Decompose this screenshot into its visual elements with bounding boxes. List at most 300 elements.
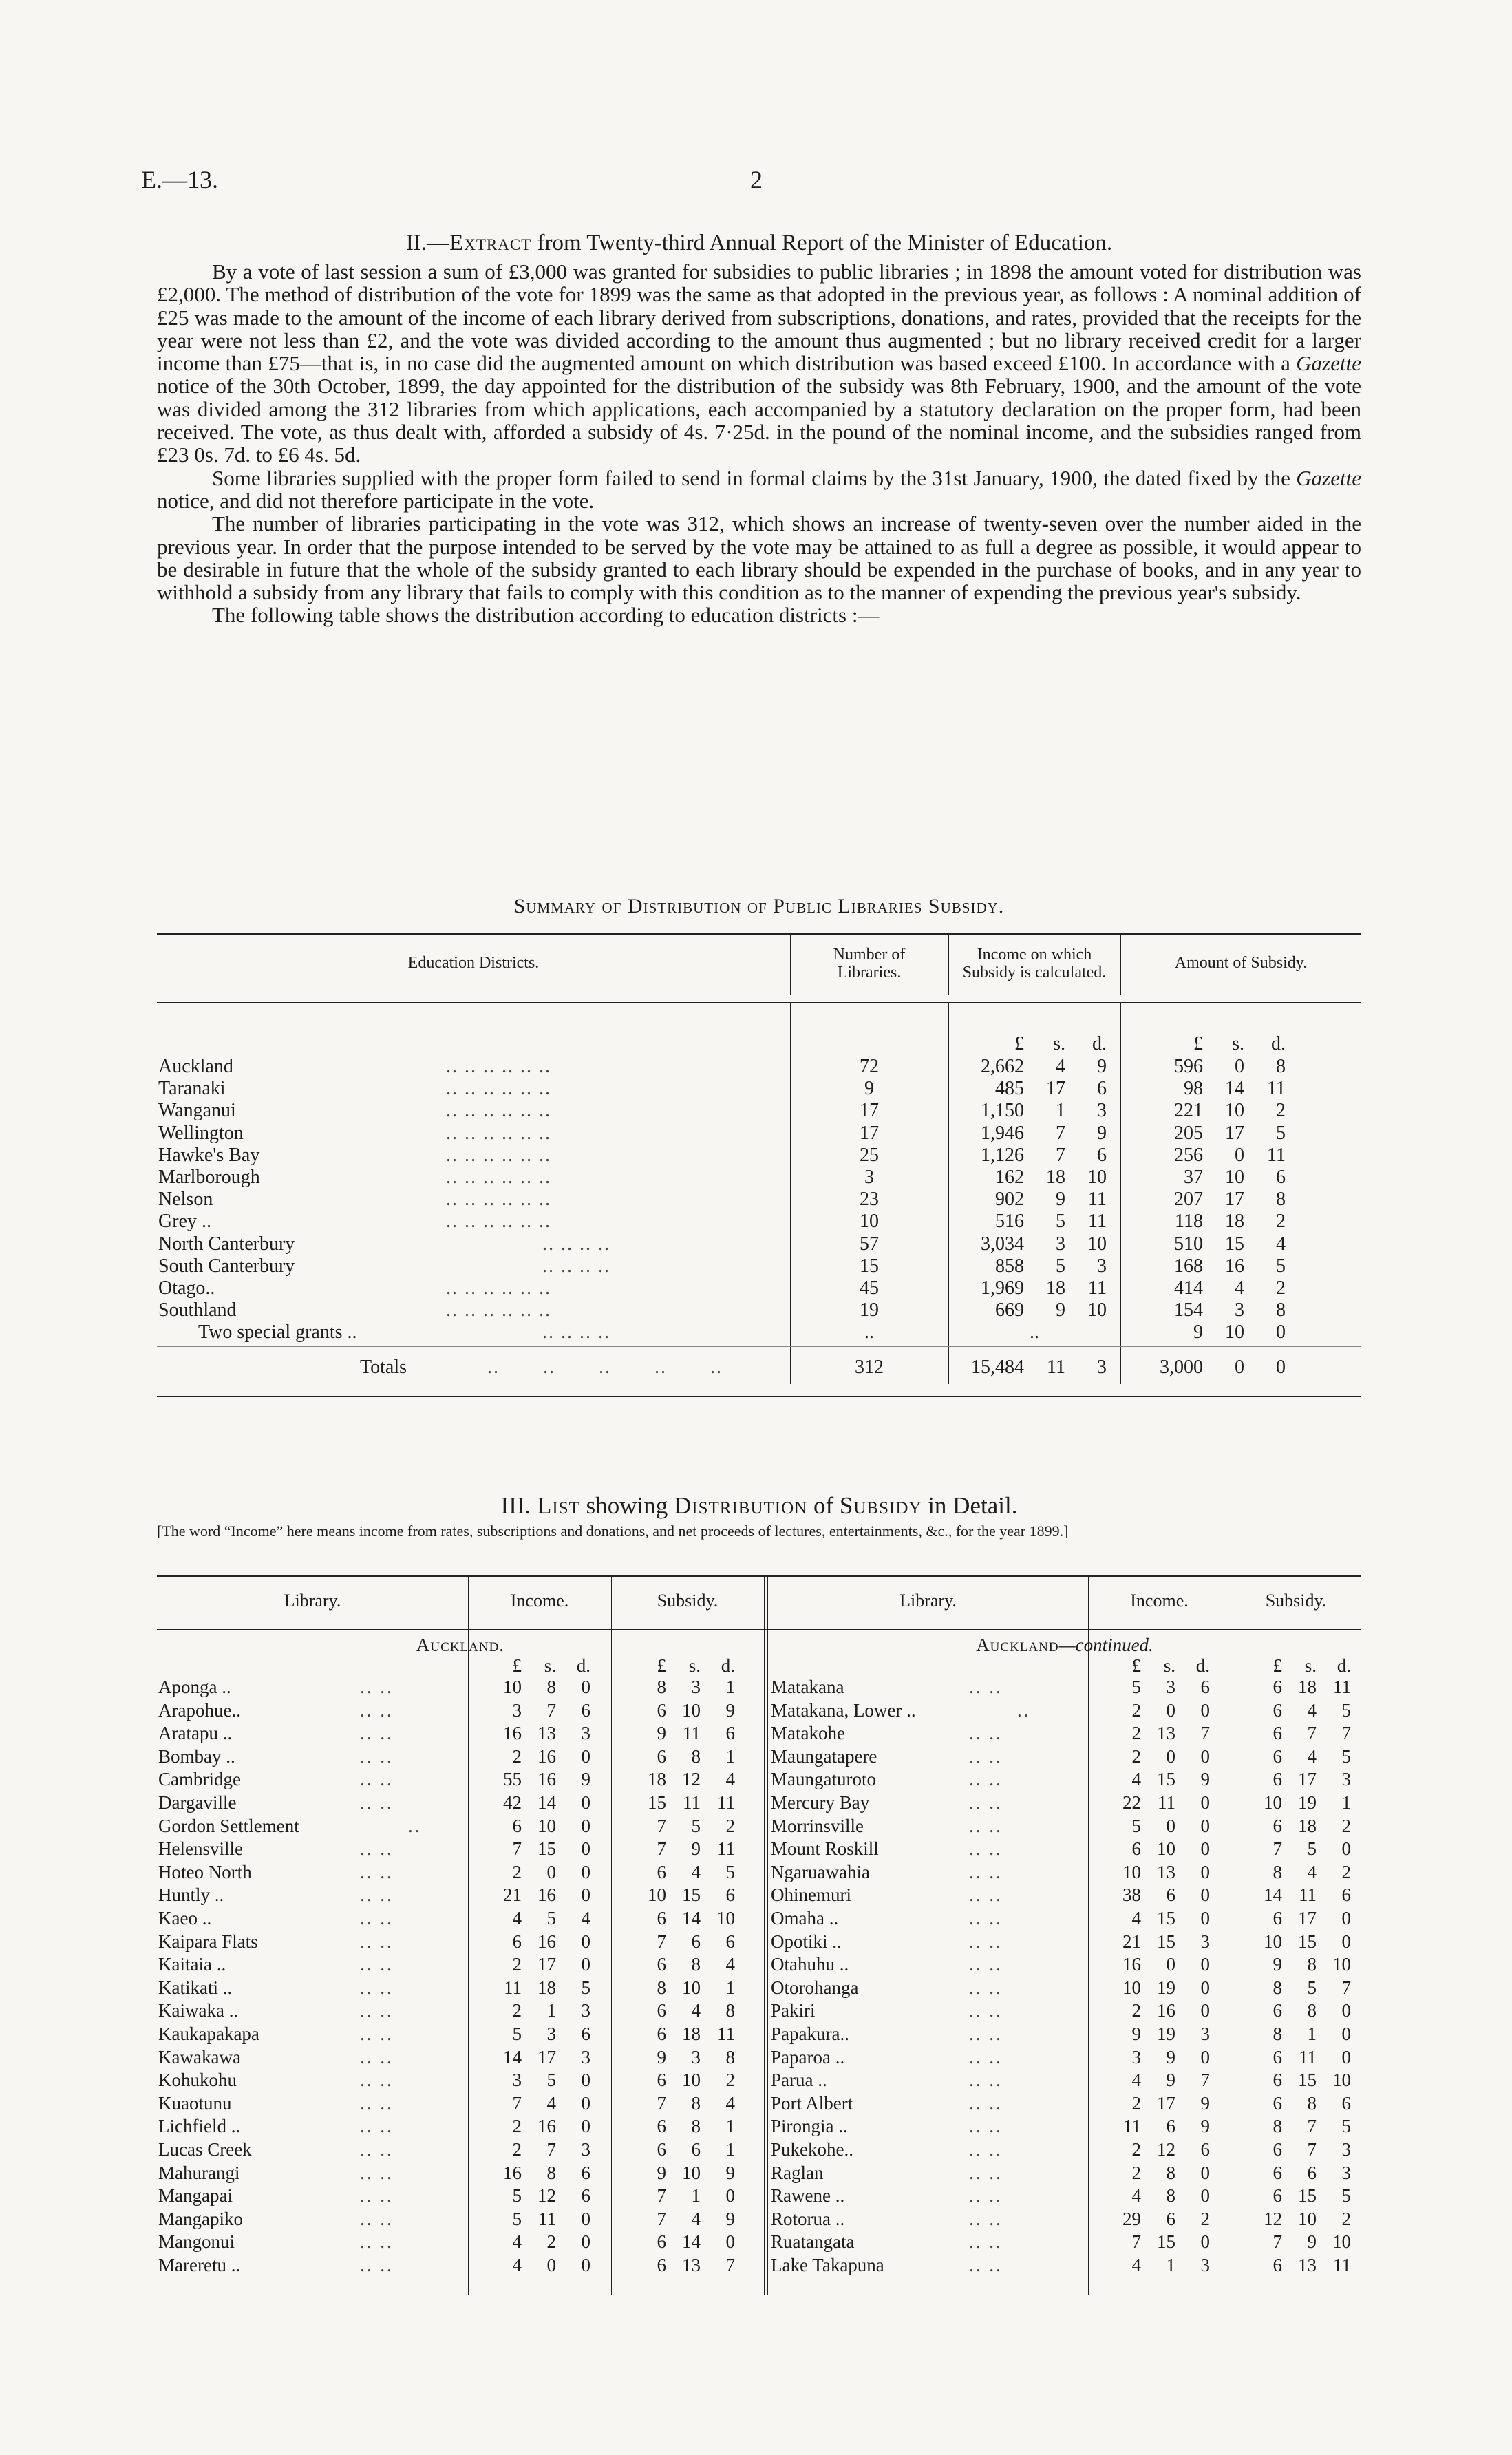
header-library-right: Library. (899, 1591, 957, 1611)
subsidy-shillings: 15 (1298, 2185, 1317, 2207)
subsidy-shillings: 5 (1307, 1977, 1317, 1998)
income-pence: 9 (1200, 2116, 1210, 2137)
library-row (157, 1932, 1361, 1951)
library-name: Mangapiko (158, 2208, 243, 2229)
subsidy-pounds: 6 (657, 2231, 666, 2253)
income-pence: 3 (1200, 2255, 1210, 2275)
library-count: 9 (864, 1078, 874, 1100)
income-pence: 3 (1200, 2023, 1210, 2044)
subsidy-shillings: 7 (1307, 2139, 1317, 2160)
subsidy-pounds: 6 (1273, 2070, 1282, 2091)
subsidy-pence: 3 (1341, 2162, 1351, 2183)
library-name: Ohinemuri (771, 1884, 851, 1906)
library-name: Pirongia .. (771, 2116, 848, 2137)
leader-dots: .. .. (360, 1954, 394, 1975)
subsidy-shillings: 0 (1235, 1144, 1244, 1166)
income-shillings: 0 (1166, 1815, 1175, 1836)
subsidy-pence: 0 (1341, 1908, 1351, 1928)
subsidy-pence: 11 (717, 1838, 735, 1860)
income-pence: 0 (581, 2070, 590, 2091)
subsidy-shillings: 18 (1298, 1677, 1317, 1697)
leader-dots: .. .. .. .. .. .. (446, 1211, 551, 1233)
subsidy-shillings: 8 (1307, 2000, 1317, 2021)
subsidy-pence: 10 (1332, 2070, 1351, 2091)
subsidy-pounds: 6 (657, 1745, 666, 1767)
library-name: Mareretu .. (158, 2255, 241, 2275)
subsidy-pounds: 7 (657, 2185, 666, 2207)
library-name: Hoteo North (158, 1861, 252, 1882)
subsidy-pounds: 6 (1273, 2046, 1282, 2068)
subsidy-pounds: 9 (657, 2162, 666, 2183)
leader-dots: .. .. (360, 1769, 394, 1790)
unit-pence: d. (1092, 1033, 1107, 1054)
income-pounds: 4 (1131, 2070, 1141, 2091)
subsidy-shillings: 11 (683, 1792, 701, 1813)
library-name: Rotorua .. (771, 2208, 845, 2229)
subsidy-pounds: 6 (1273, 1815, 1282, 1836)
leader-dots: .. .. .. .. .. .. (446, 1122, 551, 1144)
income-shillings: 16 (537, 2116, 556, 2137)
income-shillings: 15 (1157, 1769, 1175, 1790)
income-pence: 0 (1200, 1699, 1210, 1721)
income-shillings: 8 (1166, 2162, 1175, 2183)
leader-dots: .. .. (969, 1838, 1003, 1860)
income-pence: 6 (581, 1699, 590, 1721)
library-count: 25 (860, 1144, 879, 1166)
subsidy-shillings: 11 (1299, 1884, 1317, 1906)
income-pence: 3 (1097, 1255, 1107, 1277)
income-pounds: 6 (512, 1931, 522, 1952)
library-row (157, 2163, 1361, 2182)
subsidy-pence: 8 (1276, 1056, 1286, 1077)
district-name: South Canterbury (158, 1255, 295, 1277)
income-pounds: 2 (512, 1745, 522, 1767)
leader-dots: .. (1017, 1699, 1031, 1721)
subsidy-pounds: 15 (648, 1792, 666, 1813)
extract-title: II.—Extract from Twenty-third Annual Report of the Minister of Education. (405, 231, 1113, 255)
summary-totals-rule (157, 1346, 1361, 1347)
leader-dots: .. .. (360, 2139, 394, 2160)
summary-row (157, 1078, 1361, 1100)
subsidy-pence: 0 (1341, 2046, 1351, 2068)
subsidy-pence: 0 (1341, 1931, 1351, 1952)
subsidy-pounds: 10 (648, 1884, 666, 1906)
subsidy-pence: 1 (725, 2139, 735, 2160)
income-pounds: 4 (1131, 2185, 1141, 2207)
section-heading-right: Auckland—continued. (976, 1635, 1153, 1655)
income-shillings: 8 (1166, 2185, 1175, 2207)
subsidy-pence: 5 (725, 1861, 735, 1882)
income-shillings: 2 (546, 2231, 556, 2253)
subsidy-pence: 6 (1341, 2092, 1351, 2114)
subsidy-shillings: 9 (1307, 2231, 1317, 2253)
leader-dots: .. .. (969, 1745, 1003, 1767)
library-row (157, 1677, 1361, 1697)
library-name: Helensville (158, 1838, 243, 1860)
income-pence: 2 (1200, 2208, 1210, 2229)
summary-header-income: Income on which Subsidy is calculated. (962, 946, 1107, 981)
income-pence: 9 (1200, 2092, 1210, 2114)
unit-pounds: £ (1273, 1655, 1282, 1676)
library-name: Aponga .. (158, 1677, 231, 1697)
extract-body (157, 260, 1361, 627)
subsidy-pounds: 6 (1273, 1908, 1282, 1928)
leader-dots: .. .. .. .. .. .. (446, 1167, 551, 1188)
subsidy-pence: 2 (1276, 1211, 1286, 1233)
library-row (157, 1862, 1361, 1882)
income-pounds: 902 (995, 1189, 1024, 1211)
subsidy-pence: 8 (725, 2000, 735, 2021)
subsidy-pounds: 6 (1273, 1699, 1282, 1721)
library-name: Ngaruawahia (771, 1861, 870, 1882)
subsidy-pounds: 154 (1174, 1299, 1203, 1321)
subsidy-shillings: 4 (1307, 1699, 1317, 1721)
income-pounds: 42 (503, 1792, 522, 1813)
subsidy-pence: 6 (1276, 1167, 1286, 1188)
income-pounds: 2 (512, 1954, 522, 1975)
income-pence: 0 (1200, 2162, 1210, 2183)
library-row (157, 2116, 1361, 2136)
income-pounds: 4 (1131, 1908, 1141, 1928)
subsidy-shillings: 19 (1298, 1792, 1317, 1813)
subsidy-pence: 0 (1341, 2023, 1351, 2044)
library-row (157, 1793, 1361, 1812)
income-pounds: 21 (503, 1884, 522, 1906)
subsidy-pounds: 7 (1273, 2231, 1282, 2253)
income-shillings: 6 (1166, 1884, 1175, 1906)
library-name: Otahuhu .. (771, 1954, 849, 1975)
subsidy-shillings: 10 (682, 1699, 701, 1721)
income-pounds: 7 (512, 1838, 522, 1860)
summary-row (157, 1167, 1361, 1189)
detail-note: [The word “Income” here means income from rates, subscriptions and donations, and net proceeds of lectures, entertainments, &c., for the year 1899.] (157, 1522, 1069, 1540)
summary-row (157, 1211, 1361, 1233)
subsidy-shillings: 6 (691, 1931, 701, 1952)
subsidy-shillings: 4 (1307, 1861, 1317, 1882)
income-shillings: 12 (1157, 2139, 1175, 2160)
income-pounds: 485 (995, 1078, 1024, 1100)
unit-shillings: s. (544, 1655, 556, 1676)
leader-dots: .. .. (360, 1699, 394, 1721)
income-pence: 0 (1200, 1884, 1210, 1906)
income-pence: 0 (1200, 1908, 1210, 1928)
leader-dots: .. .. (969, 1977, 1003, 1998)
subsidy-pounds: 6 (1273, 2092, 1282, 2114)
subsidy-pounds: 256 (1174, 1144, 1203, 1166)
leader-dots: .. .. .. .. .. .. (446, 1299, 551, 1321)
district-name: Southland (158, 1299, 237, 1321)
leader-dots: .. .. .. .. .. .. (446, 1277, 551, 1299)
summary-row (157, 1255, 1361, 1277)
section-heading-left: Auckland. (416, 1635, 505, 1655)
library-name: Kaipara Flats (158, 1931, 258, 1952)
income-shillings: 15 (537, 1838, 556, 1860)
income-shillings: 8 (546, 1677, 556, 1697)
subsidy-shillings: 15 (1225, 1233, 1244, 1255)
subsidy-pounds: 510 (1174, 1233, 1203, 1255)
leader-dots: .. .. (360, 1861, 394, 1882)
header-subsidy-left: Subsidy. (657, 1591, 718, 1611)
subsidy-pence: 2 (1276, 1277, 1286, 1299)
library-row (157, 2001, 1361, 2020)
income-pounds: 21 (1122, 1931, 1141, 1952)
subsidy-shillings: 18 (1298, 1815, 1317, 1836)
library-name: Huntly .. (158, 1884, 224, 1906)
detail-top-rule (157, 1575, 1361, 1577)
subsidy-shillings: 3 (691, 1677, 701, 1697)
subsidy-shillings: 7 (1307, 1723, 1317, 1744)
income-pounds: 11 (504, 1977, 522, 1998)
leader-dots: .. .. (360, 2231, 394, 2253)
summary-header-amount: Amount of Subsidy. (1174, 954, 1308, 972)
income-pounds: .. (1030, 1321, 1039, 1343)
library-count: 15 (860, 1255, 879, 1277)
income-pence: 0 (1200, 2000, 1210, 2021)
income-shillings: 5 (1056, 1211, 1065, 1233)
income-shillings: 0 (546, 2255, 556, 2275)
leader-dots: .. .. (969, 2116, 1003, 2137)
income-pence: 0 (581, 1838, 590, 1860)
totals-number: 312 (855, 1357, 884, 1378)
leader-dots: .. .. (360, 1792, 394, 1813)
leader-dots: .. .. (360, 1745, 394, 1767)
summary-row (157, 1277, 1361, 1299)
leader-dots: .. .. (969, 2139, 1003, 2160)
leader-dots: .. .. .. .. (542, 1233, 610, 1255)
leader-dots: .. .. (969, 2231, 1003, 2253)
library-name: Port Albert (771, 2092, 853, 2114)
district-name: Auckland (158, 1056, 233, 1077)
income-pence: 0 (581, 1884, 590, 1906)
subsidy-pounds: 168 (1174, 1255, 1203, 1277)
subsidy-pounds: 18 (648, 1769, 666, 1790)
income-pounds: 2 (1131, 1699, 1141, 1721)
subsidy-shillings: 18 (682, 2023, 701, 2044)
library-name: Arapohue.. (158, 1699, 241, 1721)
income-pounds: 2 (1131, 2162, 1141, 2183)
income-pounds: 2 (1131, 2000, 1141, 2021)
subsidy-pence: 3 (1341, 2139, 1351, 2160)
subsidy-shillings: 10 (1298, 2208, 1317, 2229)
library-name: Parua .. (771, 2070, 827, 2091)
library-row (157, 1839, 1361, 1858)
income-pence: 0 (581, 2208, 590, 2229)
subsidy-pence: 4 (725, 1954, 735, 1975)
income-shillings: 5 (546, 2070, 556, 2091)
leader-dots: .. .. (969, 2023, 1003, 2044)
subsidy-pence: 3 (1341, 1769, 1351, 1790)
library-name: Raglan (771, 2162, 824, 2183)
unit-pounds: £ (1014, 1033, 1024, 1054)
income-pounds: 2,662 (981, 1056, 1024, 1077)
subsidy-shillings: 18 (1225, 1211, 1244, 1233)
paragraph-3: The number of libraries participating in the vote was 312, which shows an increase of twenty-seven over the number aided in the previous year. In order that the purpose intended to be served by the vote may be attained to as full a degree as possible, it would appear to be desirable in future that the whole of the subsidy granted to each library should be expended in the purchase of books, and in any year to withhold a subsidy from any library that fails to comply with this condition as to the manner of expending the previous year's subsidy. (157, 511, 1361, 605)
library-name: Matakana (771, 1677, 844, 1697)
library-name: Lichfield .. (158, 2116, 241, 2137)
income-shillings: 3 (1056, 1233, 1065, 1255)
income-pence: 3 (581, 2139, 590, 2160)
subsidy-pounds: 7 (1273, 1838, 1282, 1860)
unit-pence: d. (1271, 1033, 1286, 1054)
district-name: Grey .. (158, 1211, 211, 1233)
subsidy-pence: 10 (716, 1908, 735, 1928)
income-shillings: 15 (1157, 1931, 1175, 1952)
library-name: Cambridge (158, 1769, 241, 1790)
subsidy-pounds: 7 (657, 2092, 666, 2114)
subsidy-pence: 0 (725, 2185, 735, 2207)
library-name: Kaitaia .. (158, 1954, 226, 1975)
subsidy-pounds: 9 (1193, 1321, 1203, 1343)
library-name: Mangapai (158, 2185, 233, 2207)
income-shillings: 15 (1157, 1908, 1175, 1928)
leader-dots: .. .. (969, 2000, 1003, 2021)
income-pence: 9 (1097, 1122, 1107, 1144)
subsidy-shillings: 7 (1307, 2116, 1317, 2137)
subsidy-pounds: 596 (1174, 1056, 1203, 1077)
subsidy-pounds: 205 (1174, 1122, 1203, 1144)
district-name: Taranaki (158, 1078, 226, 1100)
subsidy-pounds: 6 (657, 2070, 666, 2091)
subsidy-pounds: 6 (657, 2255, 666, 2275)
subsidy-shillings: 9 (691, 1838, 701, 1860)
leader-dots: .. .. (360, 2208, 394, 2229)
income-pence: 7 (1200, 1723, 1210, 1744)
library-row (157, 2048, 1361, 2067)
income-pence: 10 (1087, 1167, 1107, 1188)
summary-row (157, 1321, 1361, 1343)
library-row (157, 2255, 1361, 2275)
library-name: Kaeo .. (158, 1908, 212, 1928)
income-pence: 0 (1200, 1745, 1210, 1767)
income-shillings: 1 (1166, 2255, 1175, 2275)
income-pounds: 3 (1131, 2046, 1141, 2068)
income-shillings: 13 (1157, 1861, 1175, 1882)
subsidy-shillings: 11 (1299, 2046, 1317, 2068)
library-name: Ruatangata (771, 2231, 855, 2253)
income-shillings: 16 (537, 1769, 556, 1790)
subsidy-pounds: 8 (1273, 2116, 1282, 2137)
library-count: 45 (860, 1277, 879, 1299)
income-shillings: 7 (1056, 1122, 1065, 1144)
leader-dots: .. .. (360, 2023, 394, 2044)
subsidy-pence: 1 (725, 1677, 735, 1697)
subsidy-shillings: 17 (1225, 1189, 1244, 1211)
subsidy-pence: 9 (725, 2162, 735, 2183)
unit-pence: d. (721, 1655, 735, 1676)
income-pounds: 5 (512, 2208, 522, 2229)
income-shillings: 6 (1166, 2208, 1175, 2229)
subsidy-pence: 7 (1341, 1977, 1351, 1998)
income-pence: 3 (581, 1723, 590, 1744)
library-name: Bombay .. (158, 1745, 235, 1767)
income-shillings: 11 (1158, 1792, 1175, 1813)
leader-dots: .. .. (969, 1954, 1003, 1975)
income-pence: 0 (581, 1677, 590, 1697)
unit-pounds: £ (657, 1655, 666, 1676)
subsidy-shillings: 4 (1307, 1745, 1317, 1767)
subsidy-pence: 4 (725, 1769, 735, 1790)
leader-dots: .. .. (969, 2092, 1003, 2114)
library-name: Kohukohu (158, 2070, 237, 2091)
subsidy-shillings: 15 (1298, 1931, 1317, 1952)
income-pounds: 10 (503, 1677, 522, 1697)
leader-dots: .. .. (969, 1908, 1003, 1928)
subsidy-pence: 6 (725, 1931, 735, 1952)
income-pounds: 2 (1131, 1723, 1141, 1744)
detail-header-rule (157, 1629, 1361, 1630)
library-count: 72 (860, 1056, 879, 1077)
library-name: Mount Roskill (771, 1838, 879, 1860)
subsidy-shillings: 14 (682, 1908, 701, 1928)
subsidy-pence: 1 (725, 1977, 735, 1998)
subsidy-pence: 7 (725, 2255, 735, 2275)
subsidy-pounds: 118 (1175, 1211, 1203, 1233)
income-pence: 0 (581, 1954, 590, 1975)
income-pounds: 4 (512, 2231, 522, 2253)
leader-dots: .. .. (969, 2255, 1003, 2275)
income-pounds: 1,150 (981, 1100, 1024, 1122)
subsidy-shillings: 14 (682, 2231, 701, 2253)
income-pounds: 5 (1131, 1677, 1141, 1697)
income-shillings: 17 (1157, 2092, 1175, 2114)
income-pounds: 7 (1131, 2231, 1141, 2253)
subsidy-pounds: 8 (657, 1977, 666, 1998)
income-pence: 4 (581, 1908, 590, 1928)
subsidy-pounds: 6 (657, 2000, 666, 2021)
subsidy-pence: 5 (1276, 1122, 1286, 1144)
subsidy-pounds: 414 (1174, 1277, 1203, 1299)
income-shillings: 4 (546, 2092, 556, 2114)
district-name: Wanganui (158, 1100, 236, 1122)
library-name: Mahurangi (158, 2162, 240, 2183)
income-pounds: 10 (1122, 1861, 1141, 1882)
income-pounds: 2 (1131, 2139, 1141, 2160)
leader-dots: .. .. (969, 1861, 1003, 1882)
subsidy-pounds: 9 (657, 2046, 666, 2068)
income-pounds: 2 (512, 1861, 522, 1882)
income-pence: 6 (1097, 1078, 1107, 1100)
income-shillings: 18 (537, 1977, 556, 1998)
income-pounds: 10 (1122, 1977, 1141, 1998)
library-count: 19 (860, 1299, 879, 1321)
subsidy-pence: 5 (1341, 1745, 1351, 1767)
income-pence: 6 (581, 2023, 590, 2044)
totals-label: Totals (360, 1357, 407, 1378)
subsidy-pence: 5 (1341, 2116, 1351, 2137)
summary-top-rule (157, 933, 1361, 935)
income-pounds: 2 (512, 2116, 522, 2137)
income-shillings: 16 (537, 1884, 556, 1906)
subsidy-pence: 0 (725, 2231, 735, 2253)
library-count: .. (864, 1321, 874, 1343)
income-pence: 10 (1087, 1233, 1107, 1255)
report-reference: E.—13. (141, 166, 218, 193)
income-shillings: 7 (546, 1699, 556, 1721)
unit-pounds: £ (512, 1655, 522, 1676)
library-name: Rawene .. (771, 2185, 845, 2207)
leader-dots: .. .. (360, 1931, 394, 1952)
leader-dots: .. .. (969, 2208, 1003, 2229)
library-row (157, 1769, 1361, 1789)
subsidy-pounds: 12 (1264, 2208, 1282, 2229)
subsidy-pence: 7 (1341, 1723, 1351, 1744)
summary-row (157, 1145, 1361, 1167)
leader-dots: .. .. .. .. .. .. (446, 1056, 551, 1077)
income-pounds: 1,946 (981, 1122, 1024, 1144)
subsidy-pounds: 6 (1273, 2000, 1282, 2021)
leader-dots: .. .. (360, 2092, 394, 2114)
income-pounds: 22 (1122, 1792, 1141, 1813)
